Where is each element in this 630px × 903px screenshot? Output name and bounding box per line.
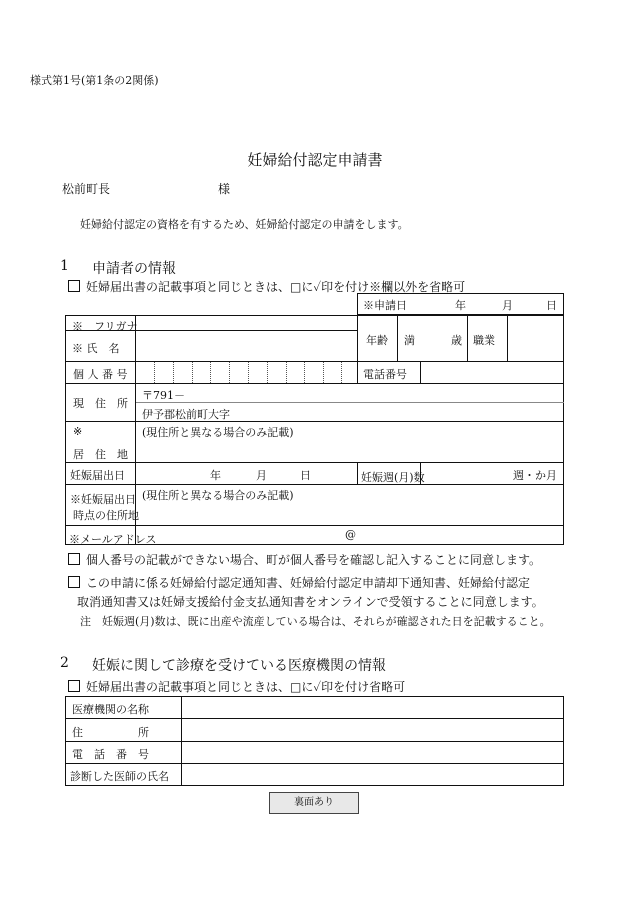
pregnancy-date-month: 月 <box>256 469 267 482</box>
intro-text: 妊婦給付認定の資格を有するため、妊婦給付認定の申請をします。 <box>80 218 409 231</box>
section1-checkbox-label: 妊婦届出書の記載事項と同じときは、□に✓印を付け※欄以外を省略可 <box>86 280 466 294</box>
page-title: 妊婦給付認定申請書 <box>247 151 383 169</box>
note-text: 注 妊娠週(月)数は、既に出産や流産している場合は、それらが確認された日を記載すること。 <box>80 615 551 628</box>
address-label: 現 住 所 <box>73 397 128 410</box>
address-at-notice-note: (現住所と異なる場合のみ記載) <box>142 489 294 502</box>
phone-label: 電話番号 <box>363 368 407 381</box>
email-label: ※メールアドレス <box>69 533 157 546</box>
consent-my-number-checkbox[interactable] <box>68 553 80 565</box>
date-day-label: 日 <box>546 299 557 312</box>
consent-online-label-1: この申請に係る妊婦給付認定通知書、妊婦給付認定申請却下通知書、妊婦給付認定 <box>86 576 531 590</box>
section2-same-as-notice[interactable] <box>68 678 405 695</box>
address-at-notice-label-2: 時点の住所地 <box>73 509 139 522</box>
date-month-label: 月 <box>502 299 513 312</box>
addressee-honorific: 様 <box>218 182 231 196</box>
section2-checkbox[interactable] <box>68 680 80 692</box>
section2-number: 2 <box>60 655 69 671</box>
my-number-label: 個 人 番 号 <box>73 368 128 381</box>
consent-my-number-label: 個人番号の記載ができない場合、町が個人番号を確認し記入することに同意します。 <box>86 553 542 567</box>
address-at-notice-label-1: ※妊娠届出日 <box>70 493 136 506</box>
postal-code: 〒791－ <box>142 389 185 402</box>
pregnancy-date-label: 妊娠届出日 <box>70 469 125 482</box>
medical-phone-label: 電 話 番 号 <box>72 748 149 761</box>
age-prefix: 満 <box>404 334 415 347</box>
weeks-unit: 週・か月 <box>513 469 557 482</box>
section1-checkbox[interactable] <box>68 280 80 292</box>
consent-my-number[interactable] <box>68 551 541 568</box>
weeks-label: 妊娠週(月)数 <box>361 471 425 484</box>
back-side-button[interactable]: 裏面あり <box>269 792 359 814</box>
consent-online-label-2: 取消通知書又は妊婦支援給付金支払通知書をオンラインで受領することに同意します。 <box>77 595 544 609</box>
age-suffix: 歳 <box>451 334 462 347</box>
consent-online-checkbox[interactable] <box>68 576 80 588</box>
address-value: 伊予郡松前町大字 <box>142 408 230 421</box>
residence-label: 居 住 地 <box>73 448 128 461</box>
section1-number: 1 <box>60 258 69 274</box>
addressee-name: 松前町長 <box>62 182 111 196</box>
name-field[interactable] <box>136 331 357 361</box>
consent-online[interactable] <box>68 574 530 591</box>
doctor-name-label: 診断した医師の氏名 <box>70 770 169 783</box>
application-date-label: ※申請日 <box>363 299 407 312</box>
section1-heading: 申請者の情報 <box>92 261 176 277</box>
age-label: 年齢 <box>366 334 388 347</box>
medical-address-label: 住 所 <box>72 726 149 739</box>
furigana-label: ※ フリガナ <box>72 320 138 333</box>
form-number: 様式第1号(第1条の2関係) <box>30 74 159 87</box>
section2-heading: 妊娠に関して診療を受けている医療機関の情報 <box>92 658 386 674</box>
date-year-label: 年 <box>455 299 466 312</box>
pregnancy-date-year: 年 <box>210 469 221 482</box>
medical-name-label: 医療機関の名称 <box>72 703 149 716</box>
occupation-label: 職業 <box>473 334 495 347</box>
email-at-sign: @ <box>345 528 356 541</box>
residence-note: (現住所と異なる場合のみ記載) <box>142 426 294 439</box>
section2-checkbox-label: 妊婦届出書の記載事項と同じときは、□に✓印を付け省略可 <box>86 680 406 694</box>
name-label: ※ 氏 名 <box>72 342 120 355</box>
pregnancy-date-day: 日 <box>300 469 311 482</box>
residence-mark: ※ <box>73 425 83 438</box>
